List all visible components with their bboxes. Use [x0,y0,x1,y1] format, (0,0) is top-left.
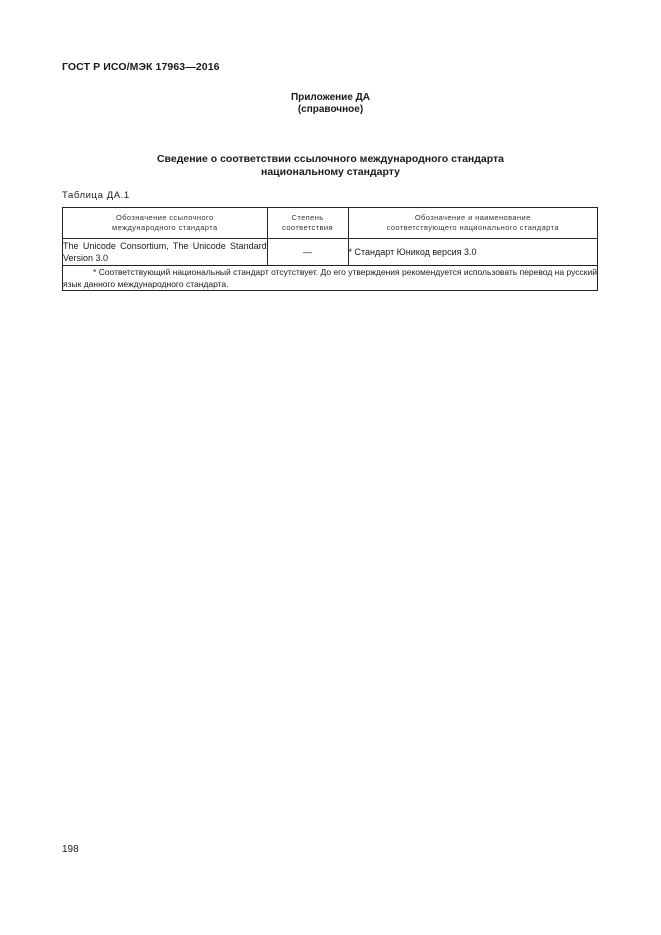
page-number: 198 [62,844,79,855]
header-intl-standard-line2: международного стандарта [112,223,218,232]
header-national-standard-line2: соответствующего национального стандарта [386,223,559,232]
cell-intl-standard: The Unicode Consortium, The Unicode Standard Version 3.0 [63,239,268,266]
header-national-standard-line1: Обозначение и наименование [414,213,531,222]
header-degree-line2: соответствия [282,223,333,232]
document-code: ГОСТ Р ИСО/МЭК 17963—2016 [62,61,220,73]
appendix-title: Приложение ДА [290,92,371,103]
correspondence-table [62,207,598,291]
table-label: Таблица ДА.1 [62,190,130,201]
table-footnote: * Соответствующий национальный стандарт отсутствует. До его утверждения рекомендуется использовать перевод на русский язык данного международного стандарта. [63,267,597,289]
cell-degree: — [267,239,348,266]
table-footnote-row [63,266,598,291]
cell-national-standard: * Стандарт Юникод версия 3.0 [348,239,598,266]
table-header-row [63,208,598,239]
table-row [63,239,598,266]
header-degree [267,208,348,239]
header-intl-standard [63,208,268,239]
appendix-heading [0,92,661,116]
appendix-subtitle: (справочное) [297,104,364,115]
section-title-line2: национальному стандарту [260,166,400,178]
header-national-standard [348,208,598,239]
section-title-line1: Сведение о соответствии ссылочного международного стандарта [156,153,505,165]
section-title [0,153,661,179]
header-degree-line1: Степень [291,213,324,222]
header-intl-standard-line1: Обозначение ссылочного [116,213,214,222]
